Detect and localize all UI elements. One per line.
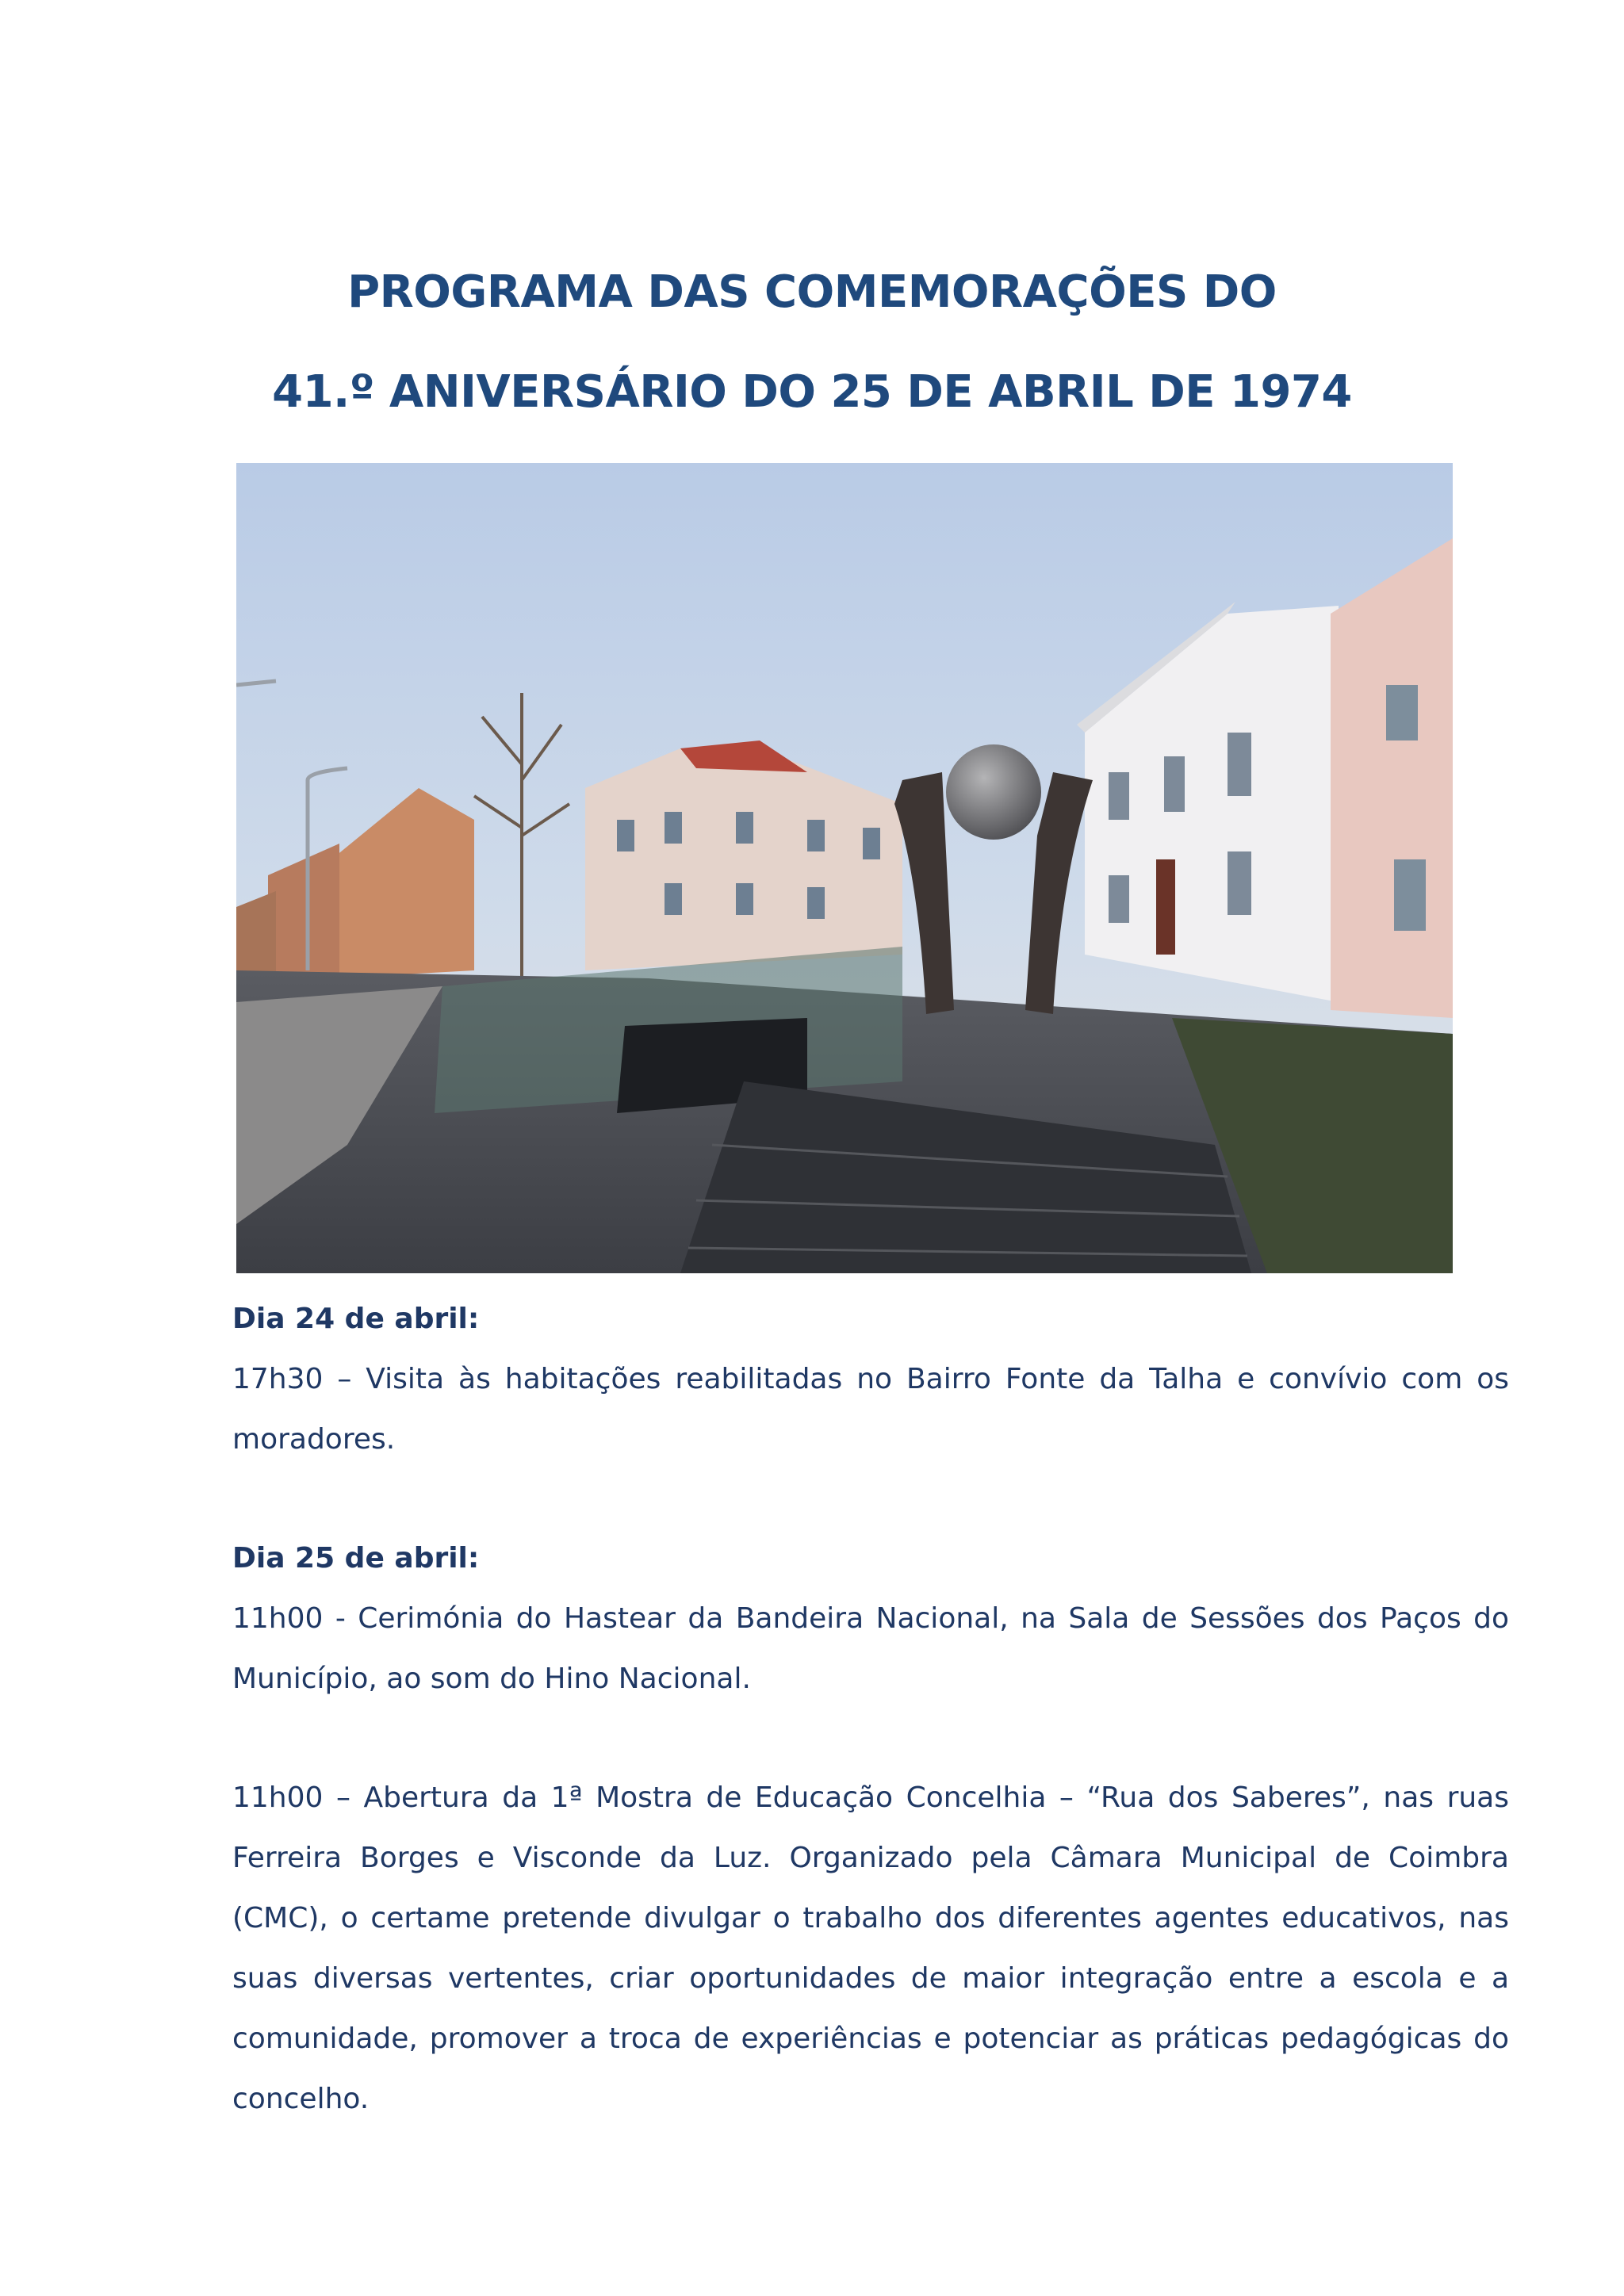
page-title-line-2: 41.º ANIVERSÁRIO DO 25 DE ABRIL DE 1974 — [272, 366, 1352, 418]
day-heading-25-april: Dia 25 de abril: — [232, 1542, 480, 1575]
page-title-line-1: PROGRAMA DAS COMEMORAÇÕES DO — [347, 266, 1277, 318]
day-heading-24-april: Dia 24 de abril: — [232, 1303, 480, 1335]
event-item: 17h30 – Visita às habitações reabilitadas no Bairro Fonte da Talha e convívio com os moradores. — [232, 1363, 1509, 1456]
event-item: 11h00 – Abertura da 1ª Mostra de Educação Concelhia – “Rua dos Saberes”, nas ruas Ferreira Borges e Visconde da Luz. Organizado pela Câmara Municipal de Coimbra (CMC), o certame pretende divulgar o trabalho dos diferentes agentes educativos, nas suas diversas vertentes, criar oportunidades de maior integração entre a escola e a comunidade, promover a troca de experiências e potenciar as práticas pedagógicas do concelho. — [232, 1781, 1509, 2115]
monument-photo — [236, 463, 1453, 1273]
event-item: 11h00 - Cerimónia do Hastear da Bandeira Nacional, na Sala de Sessões dos Paços do Município, ao som do Hino Nacional. — [232, 1602, 1509, 1695]
